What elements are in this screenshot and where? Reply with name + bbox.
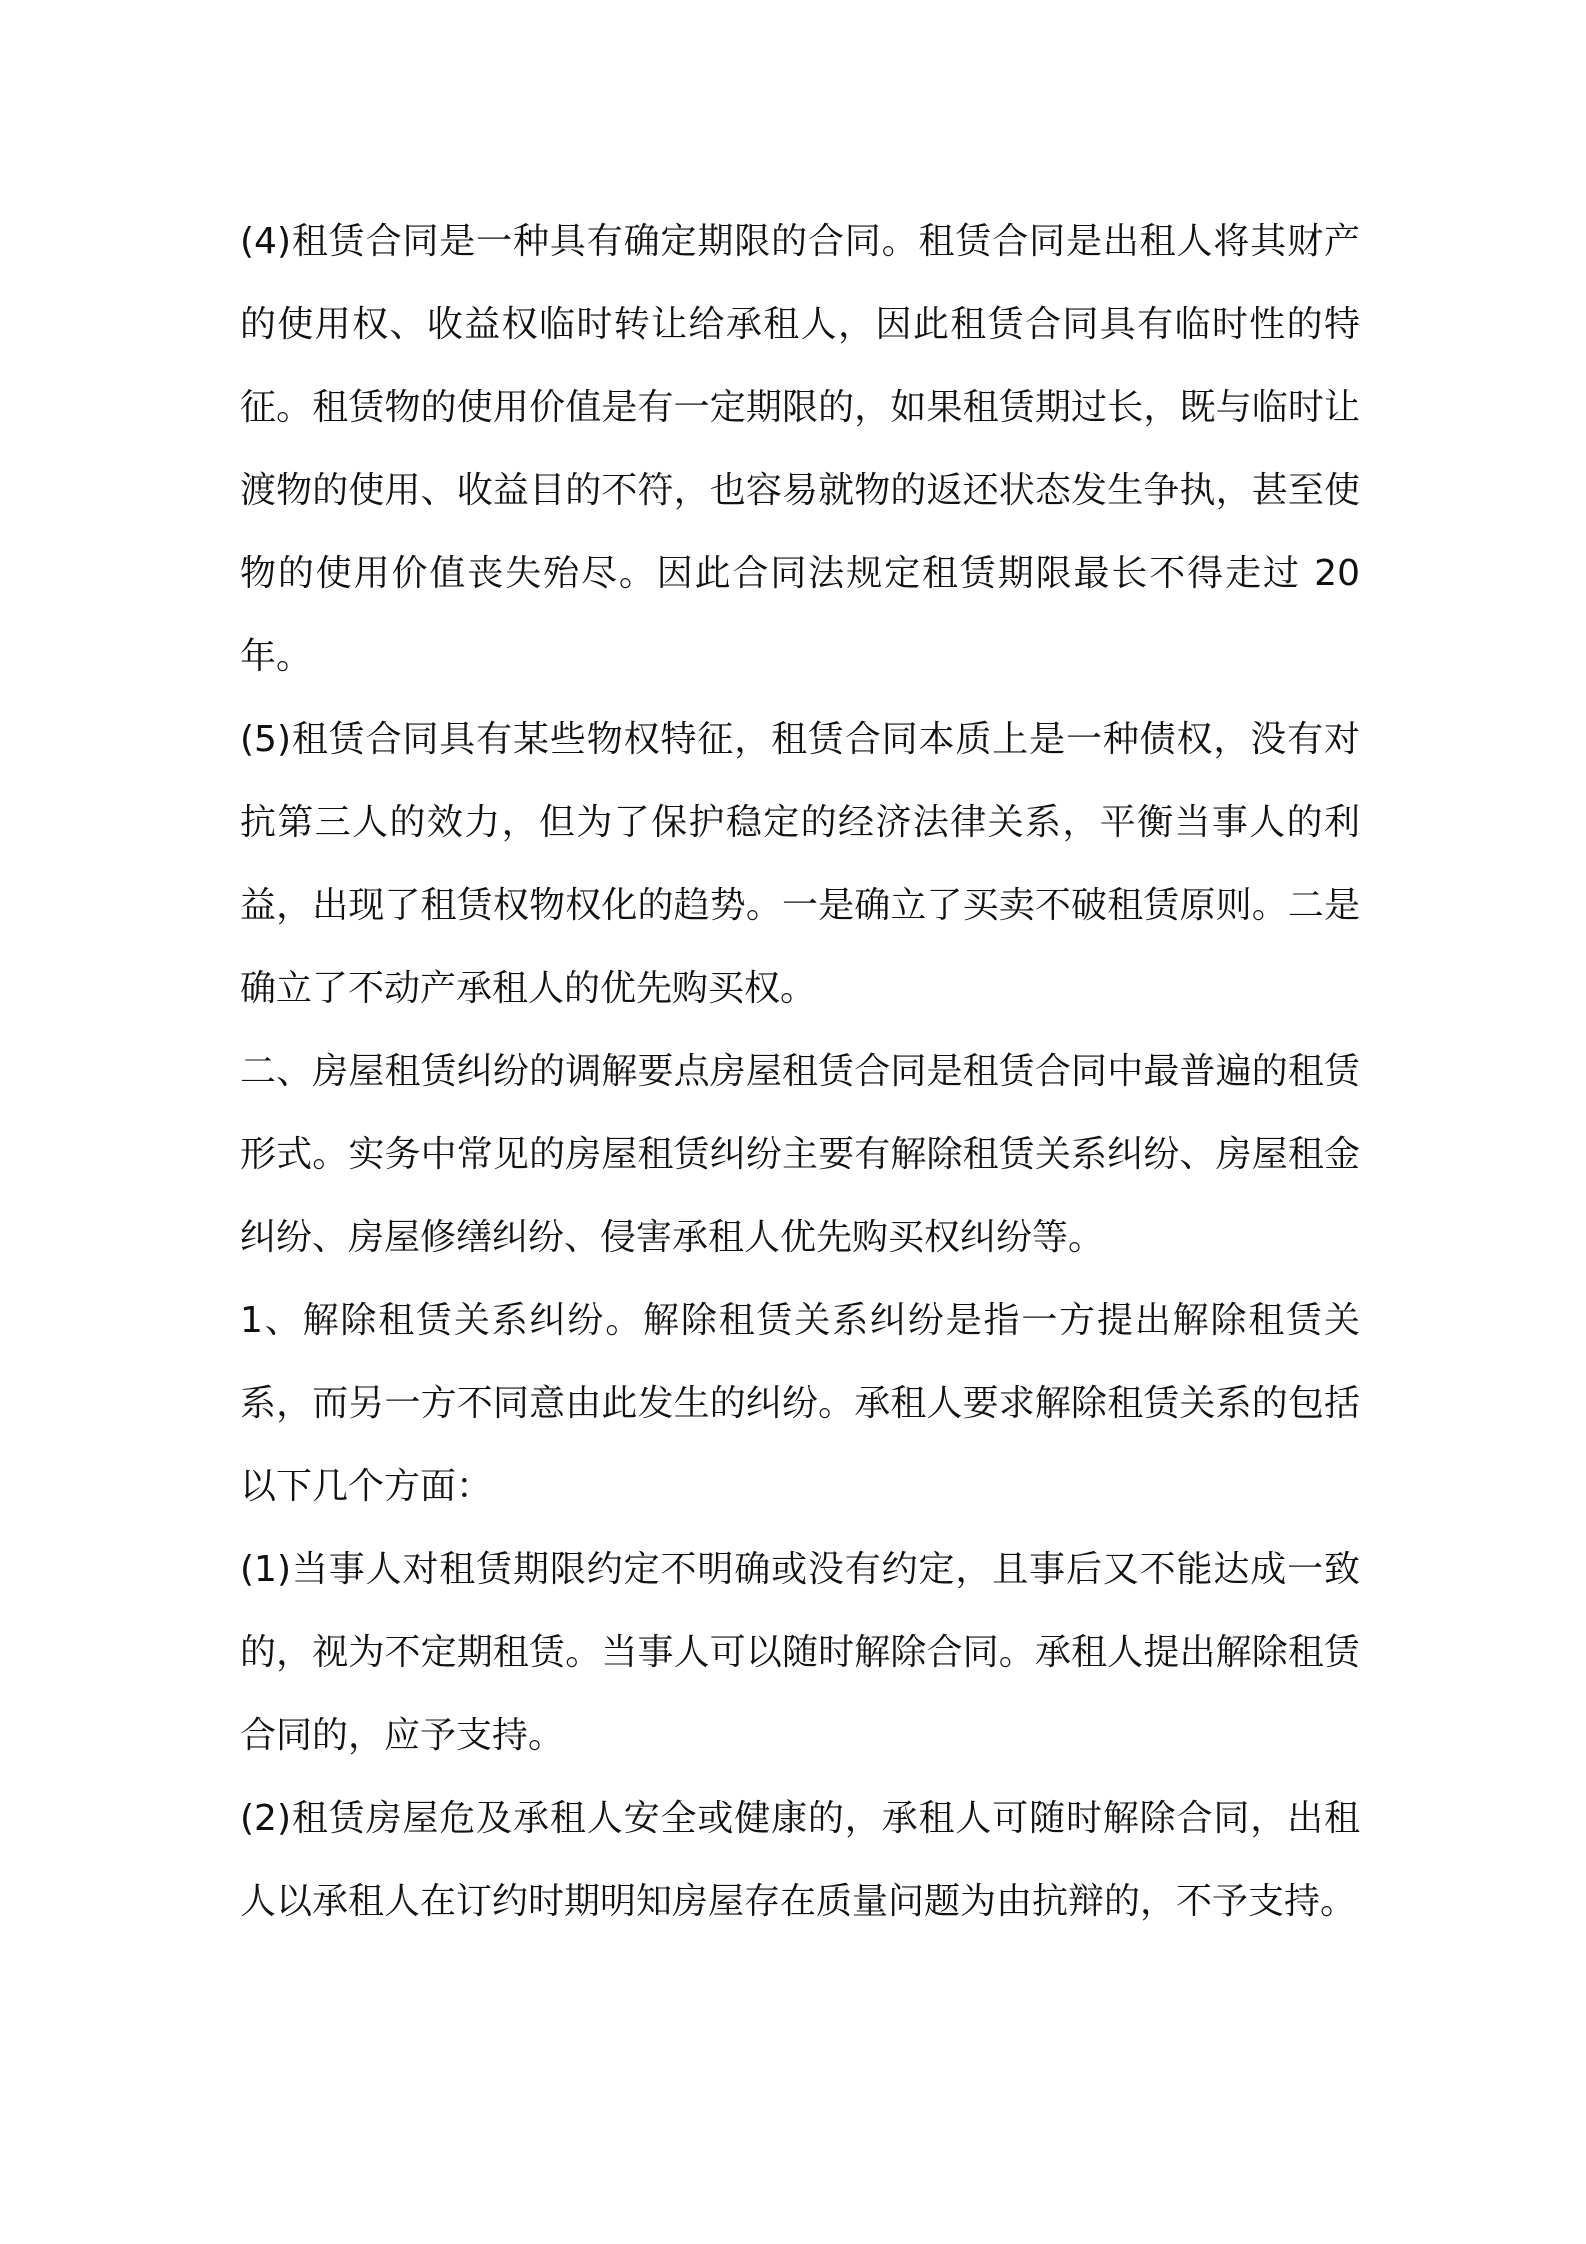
- paragraph-item-1-indefinite-term: (1)当事人对租赁期限约定不明确或没有约定，且事后又不能达成一致的，视为不定期租赁。当事人可以随时解除合同。承租人提出解除租赁合同的，应予支持。: [240, 1549, 1360, 1756]
- document-body: [240, 200, 1360, 1943]
- paragraph-section-2-mediation: 二、房屋租赁纠纷的调解要点房屋租赁合同是租赁合同中最普遍的租赁形式。实务中常见的房屋租赁纠纷主要有解除租赁关系纠纷、房屋租金纠纷、房屋修缮纠纷、侵害承租人优先购买权纠纷等。: [240, 1051, 1360, 1258]
- paragraph-1-termination-disputes: 1、解除租赁关系纠纷。解除租赁关系纠纷是指一方提出解除租赁关系，而另一方不同意由此发生的纠纷。承租人要求解除租赁关系的包括以下几个方面：: [240, 1300, 1360, 1507]
- paragraph-5-real-right-features: (5)租赁合同具有某些物权特征，租赁合同本质上是一种债权，没有对抗第三人的效力，但为了保护稳定的经济法律关系，平衡当事人的利益，出现了租赁权物权化的趋势。一是确立了买卖不破租赁原则。二是确立了不动产承租人的优先购买权。: [240, 719, 1360, 1009]
- paragraph-item-2-safety-hazard: (2)租赁房屋危及承租人安全或健康的，承租人可随时解除合同，出租人以承租人在订约时期明知房屋存在质量问题为由抗辩的，不予支持。: [240, 1798, 1360, 1922]
- paragraph-4-lease-term: (4)租赁合同是一种具有确定期限的合同。租赁合同是出租人将其财产的使用权、收益权临时转让给承租人，因此租赁合同具有临时性的特征。租赁物的使用价值是有一定期限的，如果租赁期过长，既与临时让渡物的使用、收益目的不符，也容易就物的返还状态发生争执，甚至使物的使用价值丧失殆尽。因此合同法规定租赁期限最长不得走过 20 年。: [240, 221, 1360, 677]
